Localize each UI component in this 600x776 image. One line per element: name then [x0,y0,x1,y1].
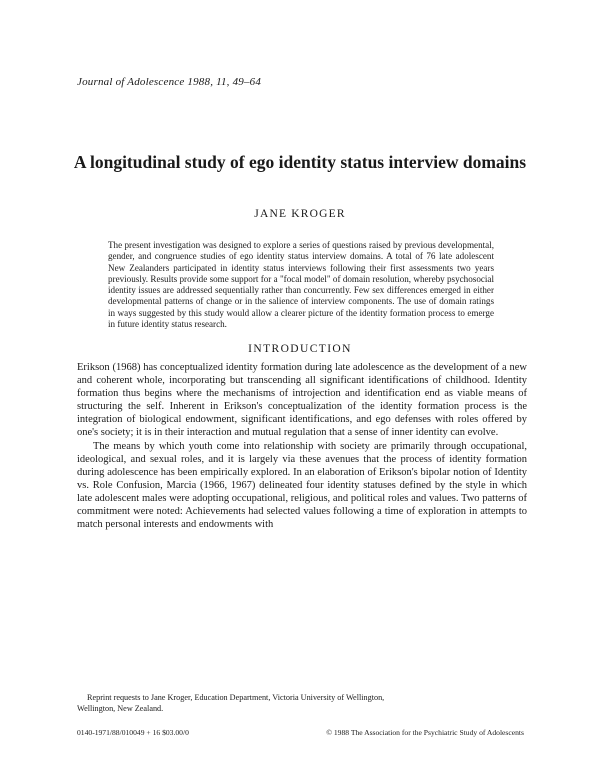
copyright-notice: © 1988 The Association for the Psychiatric Study of Adolescents [326,728,524,737]
abstract: The present investigation was designed to explore a series of questions raised by previous developmental, gender, and congruence studies of ego identity status interview domains. A total of 76 late adolescent New Zealanders participated in identity status interviews following their first assessments two years previously. Results provide some support for a "focal model" of domain resolution, whereby psychosocial identity issues are addressed sequentially rather than concurrently. Few sex differences emerged in either developmental patterns of change or in the salience of interview components. The use of domain ratings in ways suggested by this study would allow a clearer picture of the identity formation process to emerge in future identity status research. [108,240,494,330]
issn-code: 0140-1971/88/010049 + 16 $03.00/0 [77,728,189,737]
paragraph-2: The means by which youth come into relationship with society are primarily through occupational, ideological, and sexual roles, and it is largely via these avenues that the process of identity formation during adolescence has been empirically explored. In an elaboration of Erikson's bipolar notion of Identity vs. Role Confusion, Marcia (1966, 1967) delineated four identity statuses defined by the style in which late adolescent males were adopting occupational, religious, and political roles and values. Two patterns of commitment were noted: Achievements had selected values following a time of exploration in attempts to match personal interests and endowments with [77,441,527,530]
journal-citation: Journal of Adolescence 1988, 11, 49–64 [77,76,262,88]
footnote-line-2: Wellington, New Zealand. [77,703,164,713]
reprint-footnote [77,693,527,714]
article-title: A longitudinal study of ego identity status interview domains [73,152,527,172]
footnote-line-1: Reprint requests to Jane Kroger, Education Department, Victoria University of Wellington, [87,693,385,702]
section-heading-introduction: INTRODUCTION [248,343,352,355]
paragraph-1: Erikson (1968) has conceptualized identity formation during late adolescence as the development of a new and coherent whole, incorporating but transcending all significant identifications of childhood. Identity formation thus begins where the mechanisms of introjection and identification end as viable means of structuring the self. Inherent in Erikson's conceptualization of the identity formation process is the integration of biological endowment, significant identifications, and ego defenses with roles offered by one's society; it is in their interaction and mutual regulation that a sense of inner identity can evolve. [77,362,527,438]
body-text [77,362,527,532]
author-name: JANE KROGER [254,208,346,220]
